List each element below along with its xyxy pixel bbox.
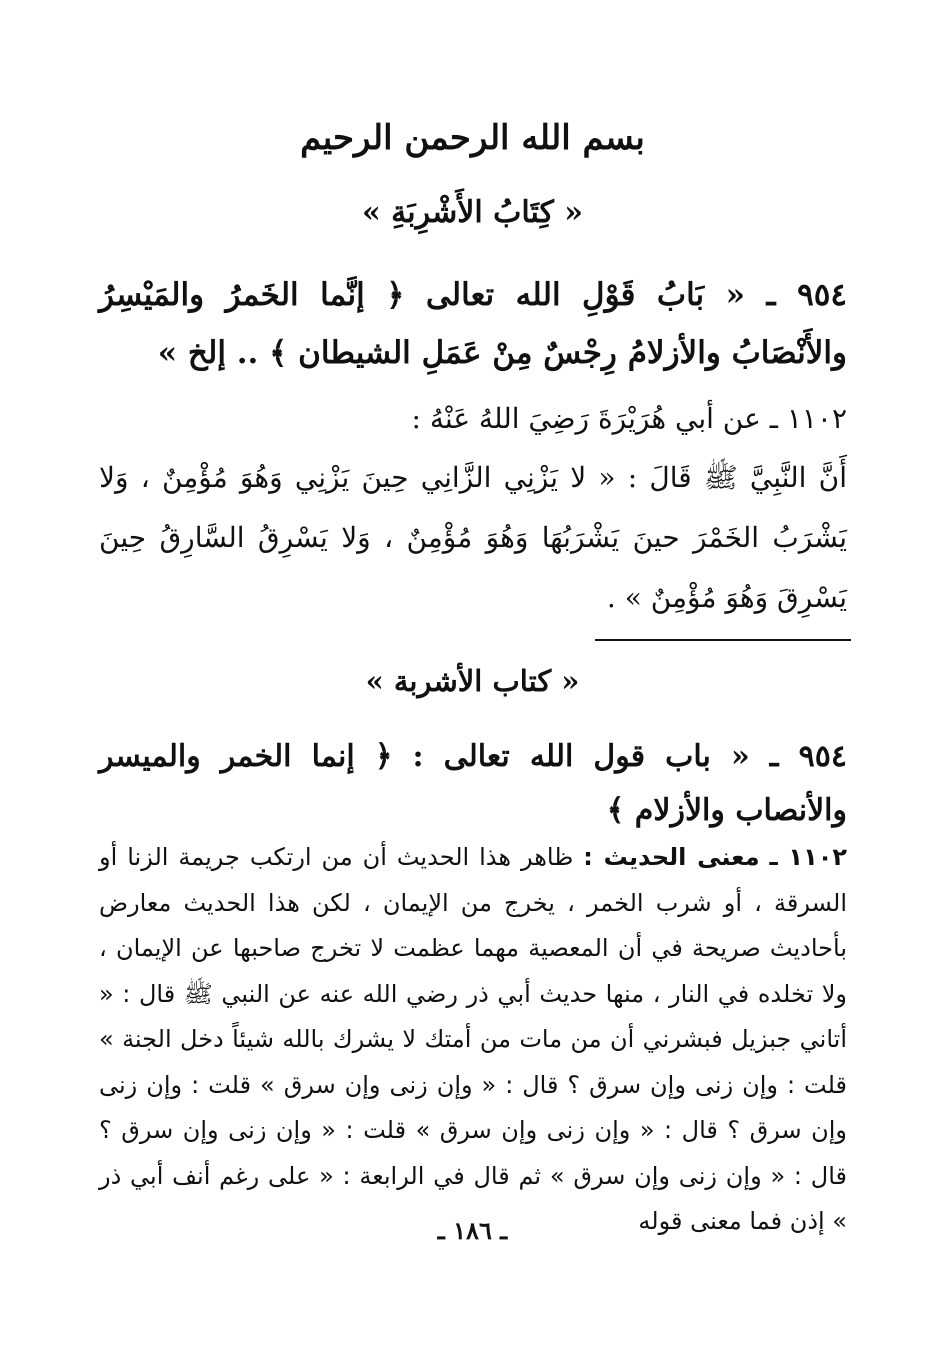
chapter-heading-vocalized (99, 266, 847, 382)
hadith-text: أَنَّ النَّبِيَّ ﷺ قَالَ : « لا يَزْنِي الزَّانِي حِينَ يَزْنِي وَهُوَ مُؤْمِنٌ ، وَلا يَشْرَبُ الخَمْرَ حينَ يَشْرَبُهَا وَهُوَ مُؤْمِنٌ ، وَلا يَسْرِقُ السَّارِقُ حِينَ يَسْرِقَ وَهُوَ مُؤْمِنٌ » . (99, 461, 847, 614)
meaning-label: معنى الحديث : (583, 843, 760, 871)
book-title-plain: « كتاب الأشربة » (365, 664, 580, 698)
chapter-number: ٩٥٤ ـ (766, 277, 848, 313)
page-number: ـ ١٨٦ ـ (437, 1216, 508, 1245)
commentary-text: ظاهر هذا الحديث أن من ارتكب جريمة الزنا أو السرقة ، أو شرب الخمر ، يخرج من الإيمان ، لكن هذا الحديث معارض بأحاديث صريحة في أن المعصية مهما عظمت لا تخرج صاحبها عن الإيمان ، ولا تخلده في النار ، منها حديث أبي ذر رضي الله عنه عن النبي ﷺ قال : « أتاني جبزيل فبشرني أن من مات من أمتك لا يشرك بالله شيئاً دخل الجنة » قلت : وإن زنى وإن سرق ؟ قال : « وإن زنى وإن سرق » قلت : وإن زنى وإن سرق ؟ قال : « وإن زنى وإن سرق » قلت : « وإن زنى وإن سرق ؟ قال : « وإن زنى وإن سرق » ثم قال في الرابعة : « على رغم أنف أبي ذر » إذن فما معنى قوله (99, 843, 847, 1235)
basmala-heading: بسم الله الرحمن الرحيم (300, 118, 645, 158)
chapter-title: « بَابُ قَوْلِ الله تعالى ﴿ إنَّما الخَمرُ والمَيْسِرُ والأَنْصَابُ والأزلامُ رِجْسٌ مِنْ عَمَلِ الشيطان ﴾ .. إلخ » (99, 277, 847, 371)
chapter-number: ٩٥٤ ـ (769, 739, 848, 774)
book-title-vocalized: « كِتَابُ الأَشْرِبَةِ » (361, 195, 584, 230)
commentary-paragraph (99, 835, 847, 1245)
hadith-intro (99, 395, 847, 443)
section-divider (595, 639, 851, 641)
chapter-heading-plain (99, 730, 847, 838)
chapter-title: « باب قول الله تعالى : ﴿ إنما الخمر والميسر والأنصاب والأزلام ﴾ (99, 739, 847, 828)
hadith-number: ١١٠٢ ـ (769, 402, 847, 435)
hadith-number: ١١٠٢ ـ (769, 843, 848, 871)
hadith-narrator: عن أبي هُرَيْرَةَ رَضِيَ اللهُ عَنْهُ : (411, 402, 761, 435)
